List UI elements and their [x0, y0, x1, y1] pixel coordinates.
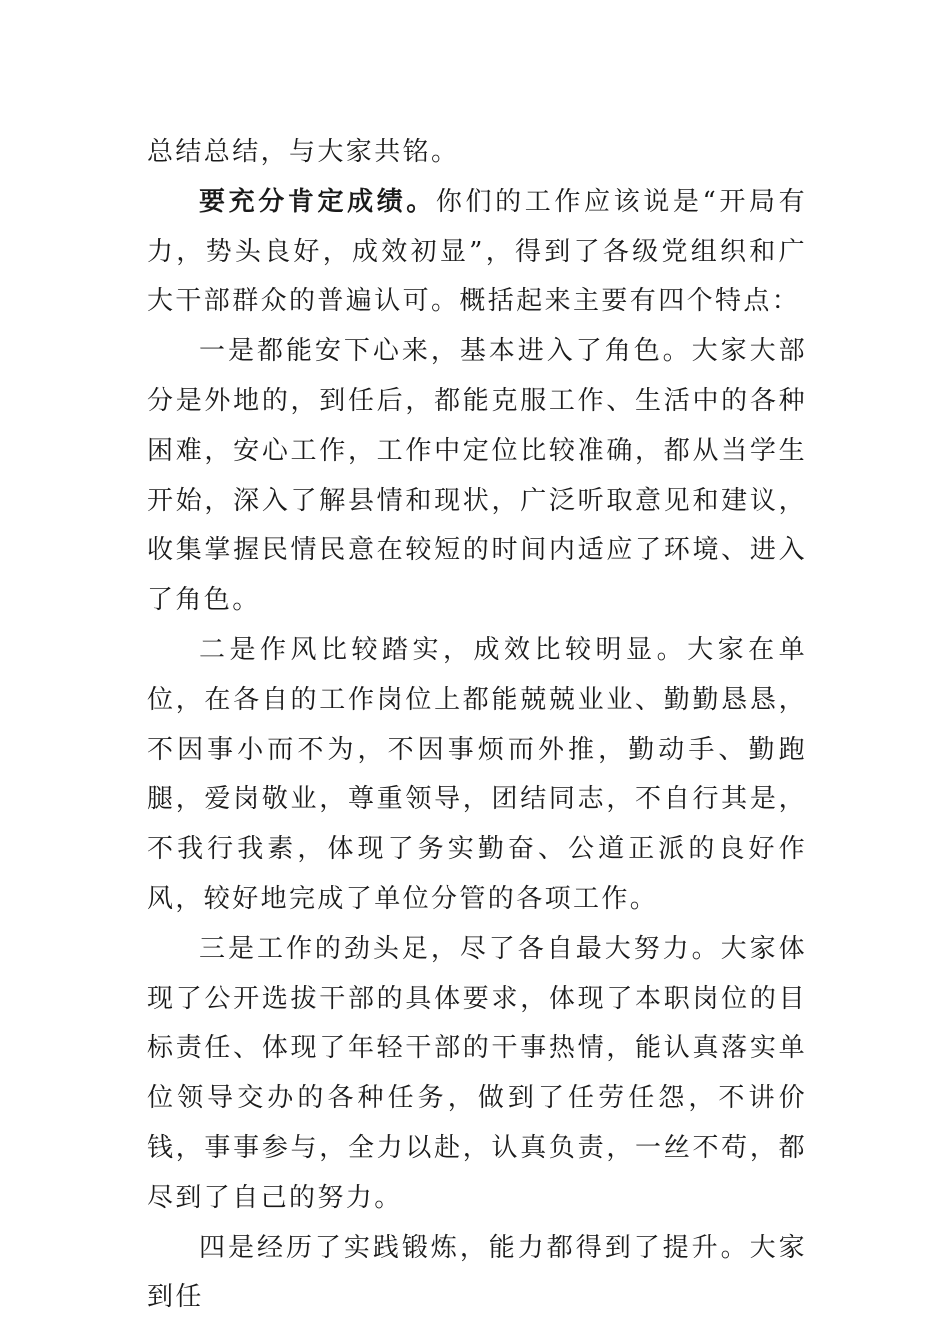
paragraph-text: 三是工作的劲头足，尽了各自最大努力。大家体现了公开选拔干部的具体要求，体现了本职岗位的目标责任、体现了年轻干部的干事热情，能认真落实单位领导交办的各种任务，做到了任劳任怨，不讲价钱，事事参与，全力以赴，认真负责，一丝不苟，都尽到了自己的努力。	[147, 933, 807, 1213]
paragraph-text: 你们的工作应该说是“开局有力，势头良好，成效初显”，得到了各级党组织和广大干部群众的普遍认可。概括起来主要有四个特点：	[147, 186, 807, 317]
paragraph-6	[147, 1224, 807, 1324]
paragraph-2	[147, 178, 807, 327]
paragraph-text: 四是经历了实践锻炼，能力都得到了提升。大家到任	[147, 1232, 807, 1313]
paragraph-lead: 要充分肯定成绩。	[199, 186, 436, 217]
paragraph-text: 总结总结，与大家共铭。	[147, 137, 460, 167]
paragraph-text: 一是都能安下心来，基本进入了角色。大家大部分是外地的，到任后，都能克服工作、生活中的各种困难，安心工作，工作中定位比较准确，都从当学生开始，深入了解县情和现状，广泛听取意见和建议，收集掌握民情民意在较短的时间内适应了环境、进入了角色。	[147, 336, 807, 616]
paragraph-4	[147, 626, 807, 925]
paragraph-5	[147, 925, 807, 1224]
paragraph-1	[147, 128, 807, 178]
document-body	[147, 128, 807, 1323]
paragraph-3	[147, 327, 807, 626]
paragraph-text: 二是作风比较踏实，成效比较明显。大家在单位，在各自的工作岗位上都能兢兢业业、勤勤恳恳，不因事小而不为，不因事烦而外推，勤动手、勤跑腿，爱岗敬业，尊重领导，团结同志，不自行其是，不我行我素，体现了务实勤奋、公道正派的良好作风，较好地完成了单位分管的各项工作。	[147, 634, 807, 914]
